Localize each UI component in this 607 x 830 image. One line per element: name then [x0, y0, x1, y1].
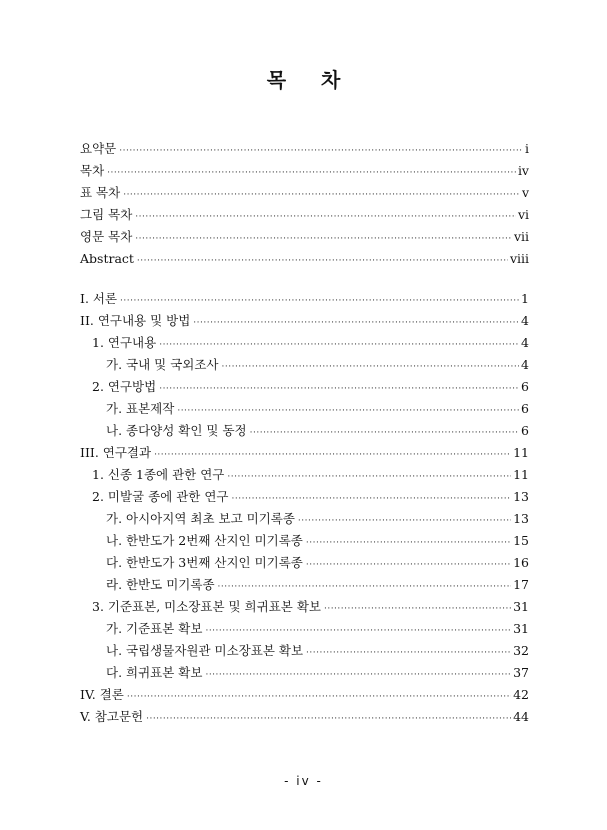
toc-entry-rare-specimen[interactable]	[80, 662, 529, 684]
dot-leader	[127, 686, 511, 708]
toc-entry-page: vi	[517, 207, 529, 222]
page-title: 목 차	[266, 68, 355, 92]
toc-entry-label: III. 연구결과	[80, 445, 152, 460]
toc-entry-label: 가. 아시아지역 최초 보고 미기록종	[106, 511, 295, 526]
toc-entry-page: iv	[517, 163, 529, 178]
dot-leader	[107, 162, 516, 184]
toc-entry-page: 32	[513, 643, 529, 658]
dot-leader	[227, 466, 511, 488]
toc-entry-label: 다. 희귀표본 확보	[106, 665, 203, 680]
dot-leader	[177, 400, 519, 422]
toc-entry-second-locality[interactable]	[80, 530, 529, 552]
toc-entry-label: 나. 종다양성 확인 및 동정	[106, 423, 247, 438]
toc-entry-label: V. 참고문헌	[80, 709, 144, 724]
toc-entry-page: 13	[513, 489, 529, 504]
dot-leader	[205, 664, 511, 686]
toc-front-matter	[80, 138, 529, 270]
toc-entry-label: 영문 목차	[80, 229, 133, 244]
toc-entry-label: IV. 결론	[80, 687, 124, 702]
dot-leader	[135, 228, 512, 250]
dot-leader	[159, 334, 519, 356]
toc-entry-third-locality[interactable]	[80, 552, 529, 574]
toc-entry-conclusion[interactable]	[80, 684, 529, 706]
dot-leader	[232, 488, 512, 510]
toc-entry-first-asia-record[interactable]	[80, 508, 529, 530]
toc-entry-label: 그림 목차	[80, 207, 133, 222]
dot-leader	[159, 378, 519, 400]
toc-entry-list-of-figures[interactable]	[80, 204, 529, 226]
toc-entry-unheld-specimen[interactable]	[80, 640, 529, 662]
dot-leader	[205, 620, 511, 642]
toc-entry-page: 31	[513, 621, 529, 636]
toc-main-sections	[80, 288, 529, 728]
toc-entry-page: 4	[521, 357, 529, 372]
toc-entry-label: 가. 표본제작	[106, 401, 175, 416]
dot-leader	[306, 532, 511, 554]
dot-leader	[306, 642, 511, 664]
toc-entry-page: 6	[521, 379, 529, 394]
toc-entry-page: 4	[521, 313, 529, 328]
toc-entry-label: 표 목차	[80, 185, 121, 200]
toc-entry-page: 13	[513, 511, 529, 526]
toc-entry-new-species[interactable]	[80, 464, 529, 486]
toc-entry-specimen-prep[interactable]	[80, 398, 529, 420]
toc-entry-page: 6	[521, 423, 529, 438]
toc-entry-label: 요약문	[80, 141, 117, 156]
toc-entry-introduction[interactable]	[80, 288, 529, 310]
toc-entry-page: 4	[521, 335, 529, 350]
toc-entry-page: 31	[513, 599, 529, 614]
toc-entry-page: viii	[509, 251, 529, 266]
toc-entry-page: vii	[513, 229, 529, 244]
toc-entry-page: 11	[513, 467, 529, 482]
toc-entry-label: 가. 기준표본 확보	[106, 621, 203, 636]
toc-entry-english-contents[interactable]	[80, 226, 529, 248]
dot-leader	[119, 140, 523, 162]
toc-entry-label: Abstract	[80, 251, 134, 266]
toc-entry-domestic-survey[interactable]	[80, 354, 529, 376]
toc-entry-species-diversity[interactable]	[80, 420, 529, 442]
dot-leader	[137, 250, 508, 272]
toc-entry-label: 1. 연구내용	[92, 335, 157, 350]
toc-entry-page: i	[525, 141, 529, 156]
toc-entry-methods[interactable]	[80, 310, 529, 332]
toc-entry-page: 44	[513, 709, 529, 724]
dot-leader	[222, 356, 520, 378]
toc-entry-page: 37	[513, 665, 529, 680]
toc-entry-label: II. 연구내용 및 방법	[80, 313, 191, 328]
dot-leader	[146, 708, 511, 730]
page-number-footer: - iv -	[284, 774, 323, 788]
dot-leader	[120, 290, 519, 312]
dot-leader	[298, 510, 511, 532]
dot-leader	[135, 206, 516, 228]
toc-entry-label: 나. 한반도가 2번째 산지인 미기록종	[106, 533, 303, 548]
toc-entry-references[interactable]	[80, 706, 529, 728]
dot-leader	[250, 422, 519, 444]
toc-entry-label: 나. 국립생물자원관 미소장표본 확보	[106, 643, 304, 658]
toc-entry-undiscovered-species[interactable]	[80, 486, 529, 508]
toc-entry-list-of-tables[interactable]	[80, 182, 529, 204]
dot-leader	[154, 444, 511, 466]
toc-entry-label: 2. 연구방법	[92, 379, 157, 394]
dot-leader	[193, 312, 519, 334]
toc-entry-research-methods[interactable]	[80, 376, 529, 398]
toc-entry-contents[interactable]	[80, 160, 529, 182]
toc-entry-page: v	[521, 185, 529, 200]
toc-entry-specimen-acquisition[interactable]	[80, 596, 529, 618]
toc-entry-page: 16	[513, 555, 529, 570]
dot-leader	[306, 554, 511, 576]
dot-leader	[324, 598, 511, 620]
toc-entry-summary[interactable]	[80, 138, 529, 160]
toc-entry-label: 가. 국내 및 국외조사	[106, 357, 219, 372]
dot-leader	[123, 184, 520, 206]
toc-entry-page: 15	[513, 533, 529, 548]
toc-entry-page: 11	[513, 445, 529, 460]
toc-entry-page: 42	[513, 687, 529, 702]
toc-entry-label: 다. 한반도가 3번째 산지인 미기록종	[106, 555, 303, 570]
toc-entry-label: 라. 한반도 미기록종	[106, 577, 215, 592]
toc-entry-type-specimen[interactable]	[80, 618, 529, 640]
dot-leader	[218, 576, 512, 598]
toc-entry-research-content[interactable]	[80, 332, 529, 354]
toc-entry-unrecorded-species[interactable]	[80, 574, 529, 596]
toc-entry-page: 1	[521, 291, 529, 306]
toc-entry-page: 17	[513, 577, 529, 592]
toc-entry-label: 3. 기준표본, 미소장표본 및 희귀표본 확보	[92, 599, 321, 614]
toc-entry-label: 목차	[80, 163, 105, 178]
toc-entry-label: 2. 미발굴 종에 관한 연구	[92, 489, 229, 504]
toc-entry-results[interactable]	[80, 442, 529, 464]
toc-entry-abstract[interactable]	[80, 248, 529, 270]
toc-entry-page: 6	[521, 401, 529, 416]
toc-entry-label: 1. 신종 1종에 관한 연구	[92, 467, 225, 482]
toc-entry-label: I. 서론	[80, 291, 118, 306]
